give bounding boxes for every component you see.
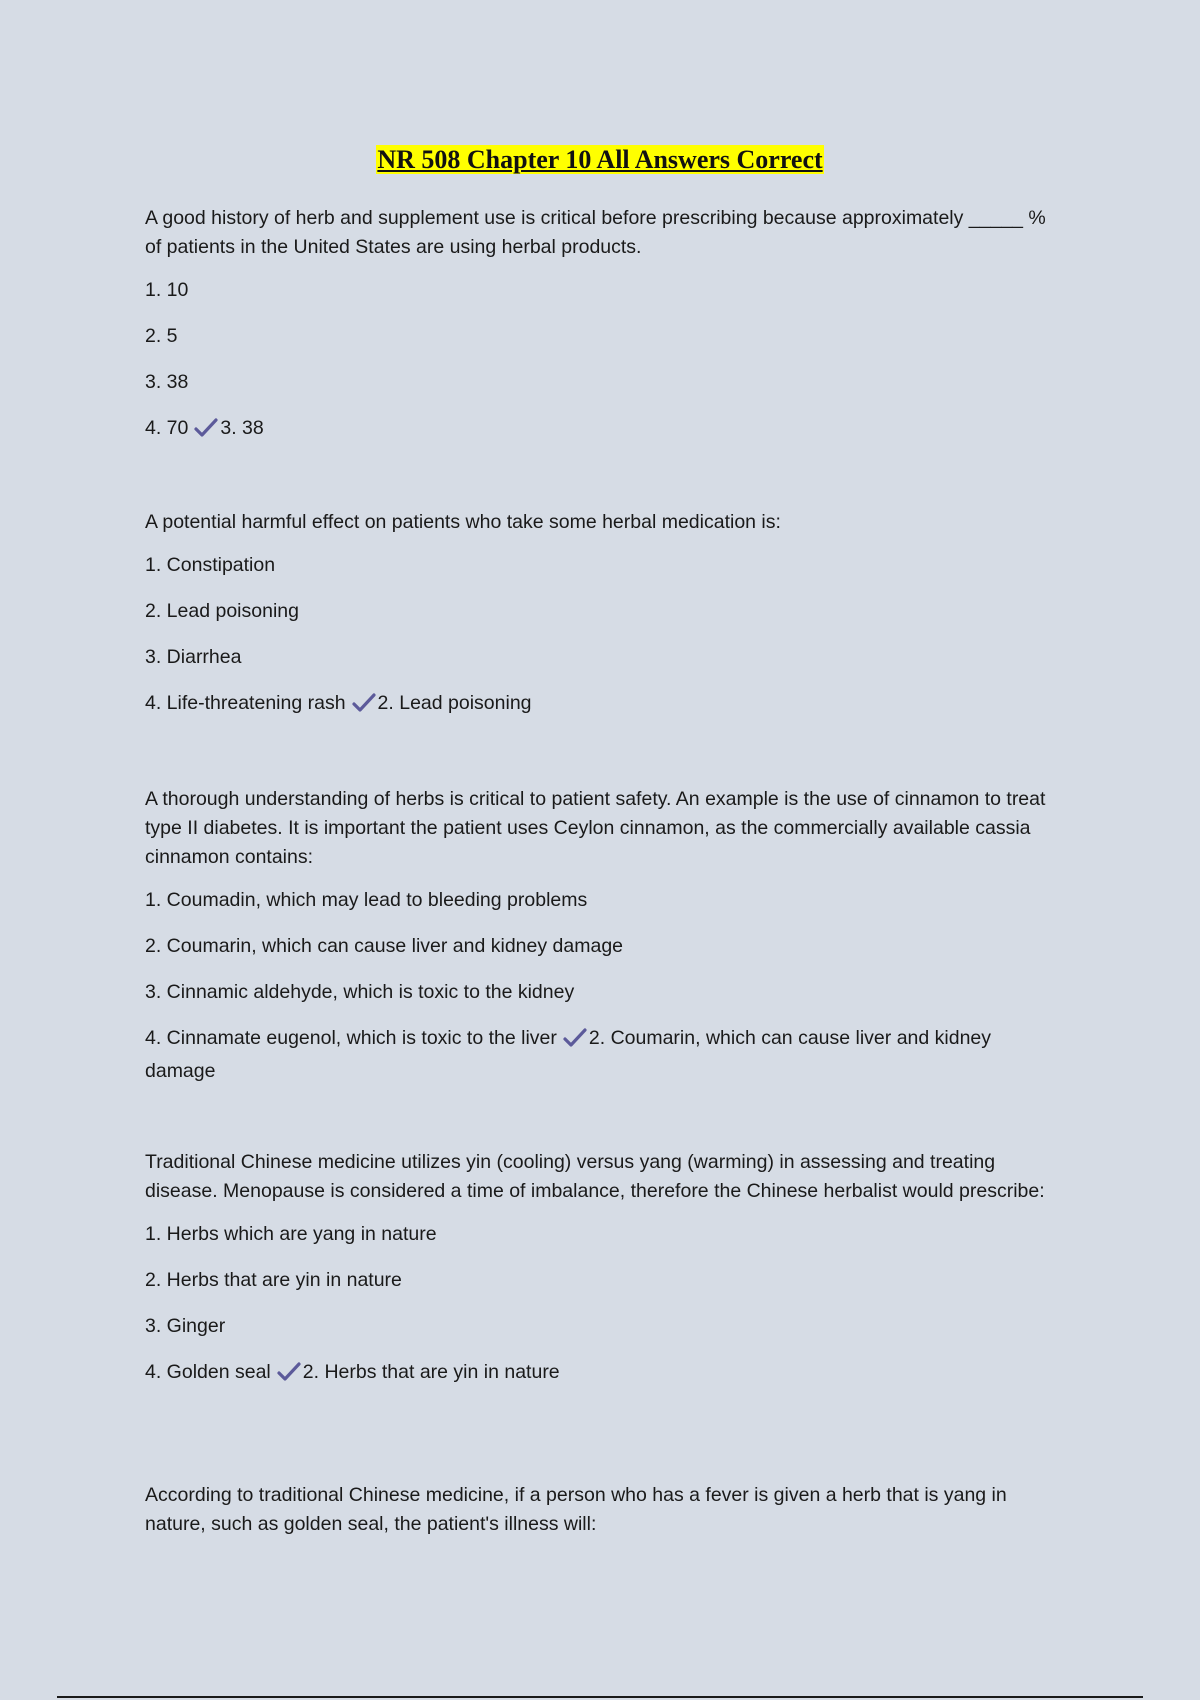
- page-title-text: NR 508 Chapter 10 All Answers Correct: [377, 145, 823, 174]
- answer-option: 4. 70: [145, 417, 189, 439]
- question-stem: Traditional Chinese medicine utilizes yin (cooling) versus yang (warming) in assessing and treating disease. Menopause is considered a time of imbalance, therefore the Chinese herbalist would prescribe:: [145, 1151, 1045, 1202]
- answer-option: 2. Herbs that are yin in nature: [145, 1269, 402, 1291]
- correct-answer: 2. Coumarin, which can cause liver and kidney damage: [145, 1027, 992, 1082]
- question-stem: A thorough understanding of herbs is critical to patient safety. An example is the use of cinnamon to treat type II diabetes. It is important the patient uses Ceylon cinnamon, as the commercially available cassia cinnamon contains:: [145, 788, 1046, 868]
- answer-option: 4. Cinnamate eugenol, which is toxic to the liver: [145, 1027, 557, 1049]
- check-icon: [352, 693, 376, 722]
- question-5: [145, 1481, 1065, 1553]
- question-1: [145, 204, 1065, 464]
- answer-option: 2. Coumarin, which can cause liver and kidney damage: [145, 935, 624, 957]
- answer-option: 4. Life-threatening rash: [145, 692, 346, 714]
- correct-answer: 2. Herbs that are yin in nature: [302, 1361, 560, 1383]
- answer-option-with-key: [145, 1024, 1065, 1086]
- answer-option-with-key: [145, 414, 1065, 447]
- answer-option: 3. Ginger: [145, 1315, 226, 1337]
- correct-answer: 3. 38: [220, 417, 264, 439]
- question-4: [145, 1148, 1065, 1408]
- page-title: [0, 144, 1200, 176]
- check-icon: [277, 1362, 301, 1391]
- answer-option: 2. 5: [145, 325, 178, 347]
- correct-answer: 2. Lead poisoning: [377, 692, 532, 714]
- answer-option: 1. Constipation: [145, 554, 276, 576]
- answer-option: 1. Coumadin, which may lead to bleeding problems: [145, 889, 588, 911]
- question-stem: A potential harmful effect on patients who take some herbal medication is:: [145, 511, 781, 533]
- check-icon: [194, 418, 218, 447]
- page-bottom-rule: [57, 1696, 1143, 1698]
- answer-option: 4. Golden seal: [145, 1361, 271, 1383]
- answer-option-with-key: [145, 689, 1065, 722]
- answer-option: 3. Diarrhea: [145, 646, 242, 668]
- question-stem: A good history of herb and supplement use is critical before prescribing because approximately _____ % of patients in the United States are using herbal products.: [145, 207, 1046, 258]
- answer-option: 1. Herbs which are yang in nature: [145, 1223, 437, 1245]
- question-stem: According to traditional Chinese medicine, if a person who has a fever is given a herb that is yang in nature, such as golden seal, the patient's illness will:: [145, 1484, 1007, 1535]
- answer-option: 2. Lead poisoning: [145, 600, 299, 622]
- answer-option: 1. 10: [145, 279, 189, 301]
- answer-option: 3. 38: [145, 371, 189, 393]
- answer-option: 3. Cinnamic aldehyde, which is toxic to the kidney: [145, 981, 575, 1003]
- question-2: [145, 508, 1065, 739]
- check-icon: [563, 1028, 587, 1057]
- answer-option-with-key: [145, 1358, 1065, 1391]
- question-3: [145, 785, 1065, 1103]
